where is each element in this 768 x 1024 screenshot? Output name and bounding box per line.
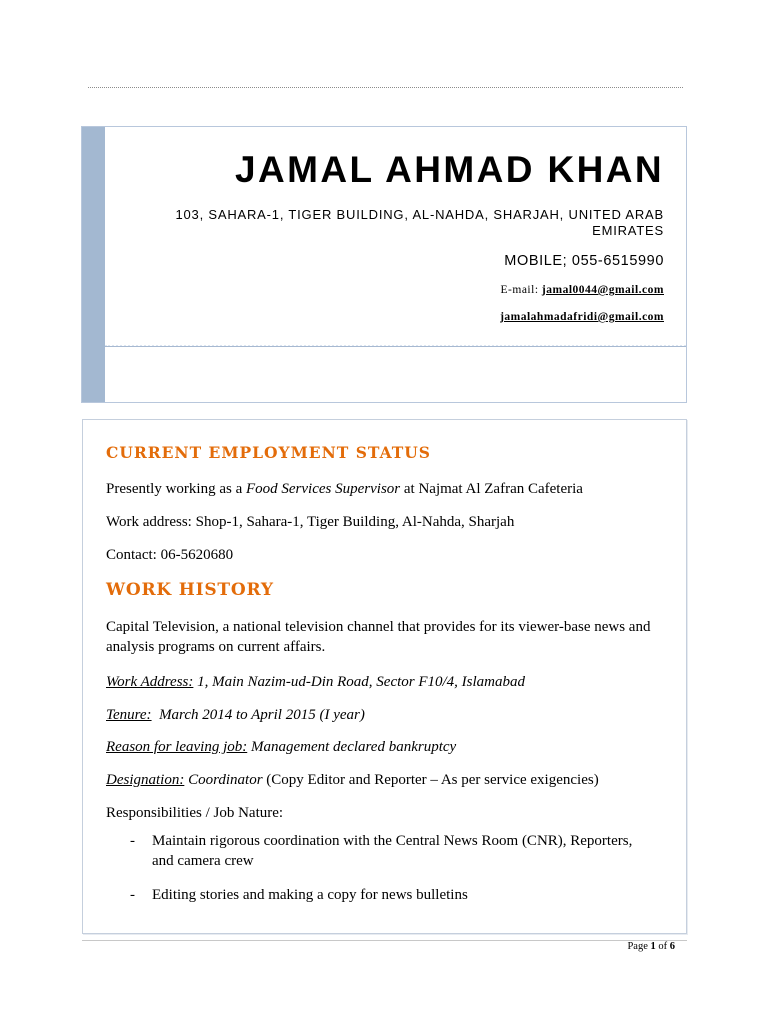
work-history-heading: WORK HISTORY — [106, 580, 274, 600]
designation-value: Coordinator — [184, 772, 263, 788]
email-label: E-mail: — [500, 284, 539, 296]
employer-description: Capital Television, a national television channel that provides for its viewer-base news and analysis programs on current affairs. — [106, 619, 651, 655]
tenure-line — [106, 705, 666, 725]
current-page: 1 — [650, 941, 656, 952]
email-secondary-link[interactable]: jamalahmadafridi@gmail.com — [500, 311, 664, 323]
header-box — [81, 126, 687, 403]
role-prefix: Presently working as a — [106, 481, 246, 497]
mobile-number: MOBILE; 055-6515990 — [504, 253, 664, 269]
header-sidebar — [82, 127, 105, 402]
bullet-marker: - — [130, 887, 135, 903]
current-contact: Contact: 06-5620680 — [106, 547, 234, 563]
header-divider — [105, 346, 686, 347]
designation-line — [106, 770, 666, 790]
candidate-name: JAMAL AHMAD KHAN — [235, 149, 664, 190]
reason-label: Reason for leaving job: — [106, 739, 248, 755]
work-address-line — [106, 672, 666, 692]
email-primary-link[interactable]: jamal0044@gmail.com — [541, 284, 664, 296]
designation-label: Designation: — [106, 772, 185, 788]
list-item — [130, 885, 650, 905]
total-pages: 6 — [669, 941, 675, 952]
bullet-marker: - — [130, 833, 135, 849]
footer-rule — [82, 940, 687, 941]
top-dotted-rule — [88, 87, 683, 88]
of-label: of — [658, 941, 668, 952]
email-line-secondary — [500, 311, 664, 323]
page-label: Page — [627, 941, 648, 952]
bullet-text: Editing stories and making a copy for news bulletins — [152, 887, 468, 903]
current-role-line — [106, 479, 666, 499]
work-address-value: 1, Main Nazim-ud-Din Road, Sector F10/4, Islamabad — [193, 674, 526, 690]
role-title: Food Services Supervisor — [245, 481, 401, 497]
current-employment-heading: CURRENT EMPLOYMENT STATUS — [106, 443, 431, 462]
email-line-primary — [501, 284, 664, 296]
reason-value: Management declared bankruptcy — [247, 739, 457, 755]
bullet-text: Maintain rigorous coordination with the Central News Room (CNR), Reporters, and camera crew — [152, 833, 633, 869]
designation-note: (Copy Editor and Reporter – As per service exigencies) — [262, 772, 599, 788]
page-number — [627, 941, 675, 952]
tenure-label: Tenure: — [106, 707, 152, 723]
responsibilities-label: Responsibilities / Job Nature: — [106, 805, 284, 821]
current-work-address: Work address: Shop-1, Sahara-1, Tiger Building, Al-Nahda, Sharjah — [106, 514, 515, 530]
tenure-value: March 2014 to April 2015 (I year) — [151, 707, 365, 723]
list-item — [130, 831, 650, 871]
role-suffix: at Najmat Al Zafran Cafeteria — [400, 481, 583, 497]
postal-address: 103, SAHARA-1, TIGER BUILDING, AL-NAHDA, SHARJAH, UNITED ARAB EMIRATES — [175, 207, 664, 238]
reason-line — [106, 737, 666, 757]
work-address-label: Work Address: — [106, 674, 194, 690]
